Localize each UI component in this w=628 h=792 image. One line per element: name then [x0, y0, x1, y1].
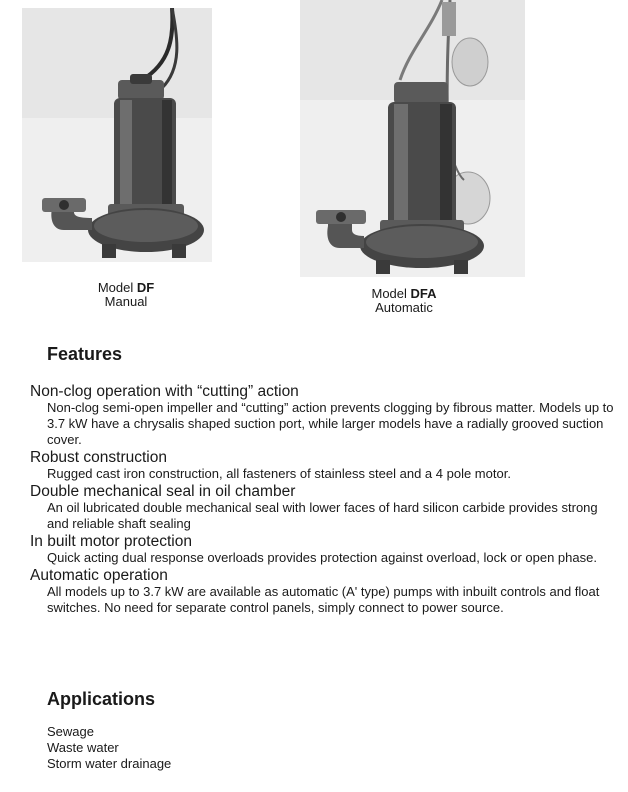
model-prefix: Model	[97, 280, 137, 295]
application-item: Waste water	[47, 740, 119, 755]
model-df-name	[66, 281, 186, 295]
feature-title: Non-clog operation with “cutting” action	[30, 383, 299, 400]
feature-title: In built motor protection	[30, 533, 192, 550]
applications-heading: Applications	[47, 689, 156, 709]
applications-list	[47, 724, 171, 772]
feature-description: Rugged cast iron construction, all fasteners of stainless steel and a 4 pole motor.	[47, 466, 511, 481]
pump-df-photo	[22, 8, 212, 262]
model-code: DFA	[410, 286, 437, 301]
feature-title: Robust construction	[30, 449, 167, 466]
model-dfa-caption	[344, 287, 464, 315]
features-list	[30, 383, 620, 617]
feature-description: Quick acting dual response overloads provides protection against overload, lock or open phase.	[47, 550, 597, 565]
feature-description: An oil lubricated double mechanical seal with lower faces of hard silicon carbide provides strong and reliable shaft sealing	[47, 500, 598, 531]
feature-description: Non-clog semi-open impeller and “cutting” action prevents clogging by fibrous matter. Models up to 3.7 kW have a chrysalis shaped suction port, while larger models have a radially grooved suction cover.	[47, 400, 614, 447]
application-item: Storm water drainage	[47, 756, 172, 771]
feature-title: Automatic operation	[30, 567, 168, 584]
model-dfa-type: Automatic	[375, 300, 433, 315]
model-df-type: Manual	[104, 294, 148, 309]
feature-description: All models up to 3.7 kW are available as automatic (A' type) pumps with inbuilt controls and float switches. No need for separate control panels, simply connect to power source.	[47, 584, 600, 615]
application-item: Sewage	[47, 724, 94, 739]
model-dfa-name	[344, 287, 464, 301]
model-code: DF	[136, 280, 155, 295]
features-heading: Features	[47, 344, 123, 364]
model-df-caption	[66, 281, 186, 309]
model-prefix: Model	[371, 286, 411, 301]
feature-title: Double mechanical seal in oil chamber	[30, 483, 296, 500]
pump-dfa-photo	[300, 0, 525, 277]
